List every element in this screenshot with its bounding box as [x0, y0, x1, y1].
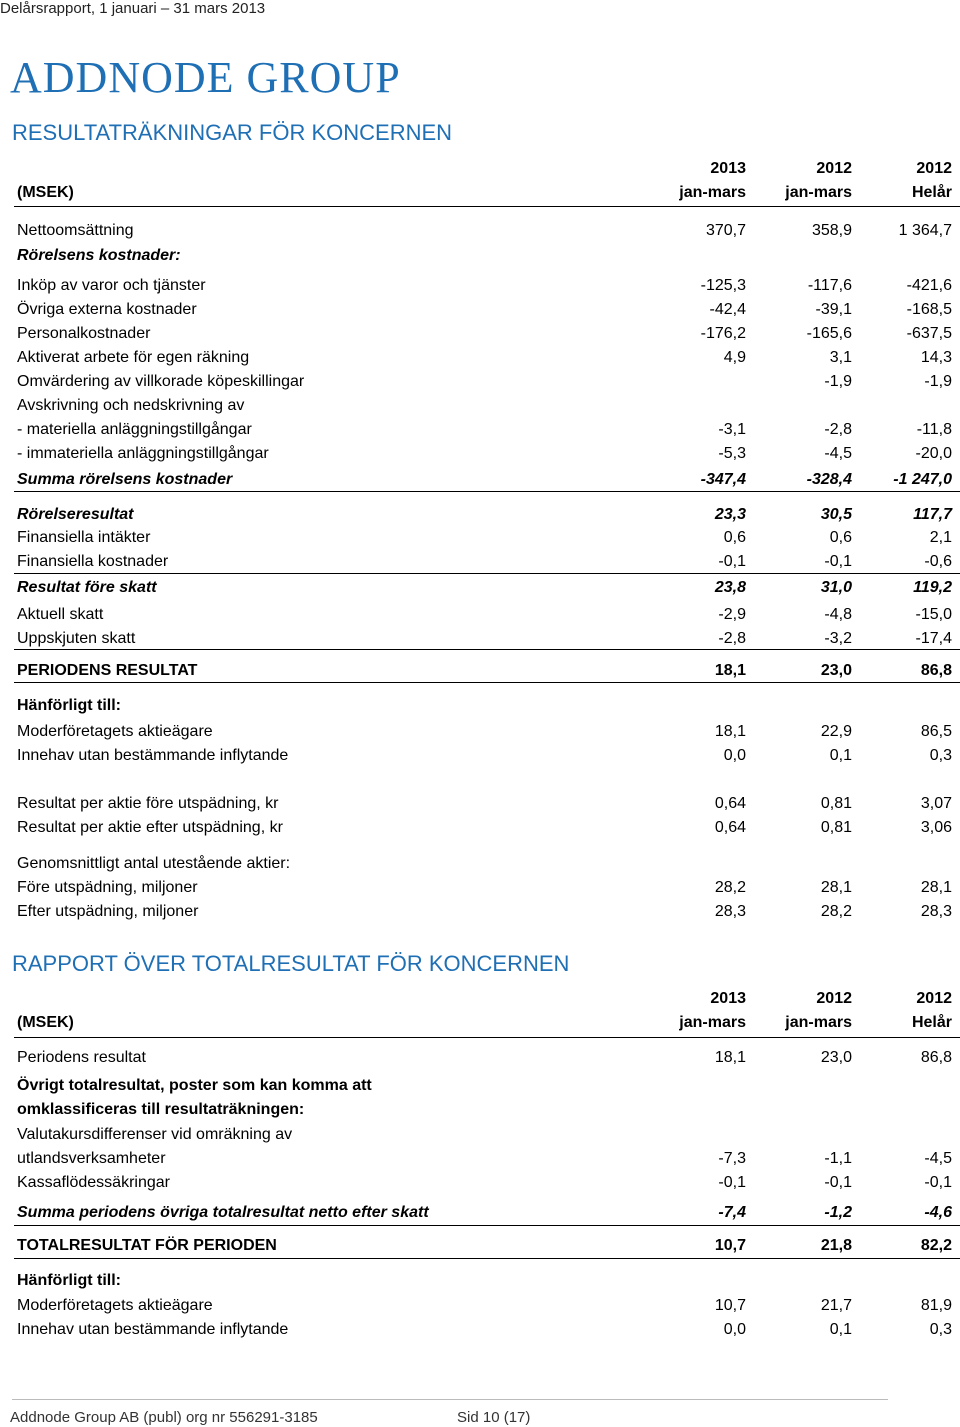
row-label: Före utspädning, miljoner [17, 879, 198, 896]
row-value: -117,6 [807, 277, 852, 294]
row-divider [14, 491, 960, 492]
row-value: -20,0 [915, 445, 952, 462]
table-row [0, 370, 960, 394]
row-value: 86,5 [920, 723, 952, 740]
table-row [0, 442, 960, 466]
table-row [0, 659, 960, 683]
row-label: Rörelsens kostnader: [17, 247, 181, 264]
column-year: 2012 [816, 990, 852, 1007]
row-divider [14, 682, 960, 683]
row-value: 21,7 [820, 1297, 852, 1314]
header-divider [14, 1037, 960, 1038]
row-value: -1 247,0 [893, 471, 952, 488]
row-value: -0,1 [924, 1174, 952, 1191]
column-periods-row [0, 1011, 960, 1035]
row-value: 0,0 [723, 1321, 746, 1338]
table-row [0, 852, 960, 876]
row-label: Omvärdering av villkorade köpeskillingar [17, 373, 305, 390]
table-row [0, 1123, 960, 1147]
row-value: -2,8 [824, 421, 852, 438]
row-label: Övriga externa kostnader [17, 301, 197, 318]
row-value: -1,1 [824, 1150, 852, 1167]
table-row [0, 468, 960, 492]
row-value: 23,8 [714, 579, 746, 596]
row-value: 18,1 [714, 662, 746, 679]
row-label: Hänförligt till: [17, 1272, 121, 1289]
row-label: Finansiella kostnader [17, 553, 169, 570]
row-label: Rörelseresultat [17, 506, 134, 523]
row-value: -7,4 [718, 1204, 746, 1221]
row-value: -165,6 [806, 325, 852, 342]
table-row [0, 694, 960, 718]
table-row [0, 298, 960, 322]
column-periods-row [0, 181, 960, 205]
row-value: -637,5 [906, 325, 952, 342]
row-divider [14, 1258, 960, 1259]
row-value: -3,2 [824, 630, 852, 647]
table-row [0, 1098, 960, 1122]
footer-divider [12, 1399, 888, 1400]
row-label: Innehav utan bestämmande inflytande [17, 747, 289, 764]
row-value: 23,3 [714, 506, 746, 523]
row-value: 0,64 [714, 819, 746, 836]
row-label: Nettoomsättning [17, 222, 134, 239]
logo-text: ADDNODE GROUP [10, 53, 401, 102]
table-row [0, 603, 960, 627]
row-value: -7,3 [718, 1150, 746, 1167]
column-years-row [0, 157, 960, 181]
table-row [0, 792, 960, 816]
row-value: 0,3 [929, 747, 952, 764]
table-row [0, 744, 960, 768]
row-label: Resultat per aktie efter utspädning, kr [17, 819, 283, 836]
row-label: - materiella anläggningstillgångar [17, 421, 252, 438]
row-value: 0,0 [723, 747, 746, 764]
row-value: 370,7 [705, 222, 746, 239]
row-value: -0,1 [718, 1174, 746, 1191]
unit-label: (MSEK) [17, 1014, 74, 1031]
row-label: omklassificeras till resultaträkningen: [17, 1101, 305, 1118]
row-value: 30,5 [820, 506, 852, 523]
row-divider [14, 649, 960, 650]
row-label: Moderföretagets aktieägare [17, 1297, 213, 1314]
column-year: 2012 [816, 160, 852, 177]
row-value: 119,2 [913, 579, 952, 596]
company-logo [10, 52, 450, 102]
column-period: Helår [911, 184, 952, 201]
row-label: Avskrivning och nedskrivning av [17, 397, 245, 414]
table-row [0, 244, 960, 268]
unit-label: (MSEK) [17, 184, 74, 201]
row-label: Hänförligt till: [17, 697, 121, 714]
table-row [0, 876, 960, 900]
row-value: 28,3 [920, 903, 952, 920]
row-value: -328,4 [806, 471, 852, 488]
row-label: Moderföretagets aktieägare [17, 723, 213, 740]
table-row [0, 322, 960, 346]
table-row [0, 550, 960, 574]
row-value: 82,2 [920, 1237, 952, 1254]
row-value: -15,0 [915, 606, 952, 623]
row-label: Resultat per aktie före utspädning, kr [17, 795, 279, 812]
row-value: 0,3 [929, 1321, 952, 1338]
row-value: 4,9 [723, 349, 746, 366]
row-label: Summa rörelsens kostnader [17, 471, 233, 488]
table-row [0, 418, 960, 442]
table-row [0, 576, 960, 600]
row-value: -17,4 [915, 630, 952, 647]
row-value: -1,9 [924, 373, 952, 390]
footer-company: Addnode Group AB (publ) org nr 556291-3185 [10, 1409, 318, 1426]
table-row [0, 346, 960, 370]
table-row [0, 816, 960, 840]
row-value: -2,8 [718, 630, 746, 647]
row-divider [14, 1225, 960, 1226]
table-row [0, 1294, 960, 1318]
row-value: 28,2 [820, 903, 852, 920]
table-row [0, 1234, 960, 1258]
row-value: -5,3 [718, 445, 746, 462]
column-period: Helår [911, 1014, 952, 1031]
page-number [457, 1409, 530, 1426]
column-period: jan-mars [679, 184, 746, 201]
row-value: -4,5 [924, 1150, 952, 1167]
row-label: Valutakursdifferenser vid omräkning av [17, 1126, 293, 1143]
row-label: PERIODENS RESULTAT [17, 662, 198, 679]
row-label: Efter utspädning, miljoner [17, 903, 199, 920]
row-value: 21,8 [820, 1237, 852, 1254]
table-row [0, 1147, 960, 1171]
table-row [0, 394, 960, 418]
column-period: jan-mars [679, 1014, 746, 1031]
column-year: 2012 [916, 990, 952, 1007]
row-label: Inköp av varor och tjänster [17, 277, 206, 294]
row-value: -347,4 [700, 471, 746, 488]
row-value: -0,1 [824, 1174, 852, 1191]
row-value: 10,7 [714, 1297, 746, 1314]
row-value: 86,8 [920, 662, 952, 679]
row-value: -1,9 [824, 373, 852, 390]
row-value: 0,6 [829, 529, 852, 546]
row-value: -0,1 [824, 553, 852, 570]
row-value: 117,7 [913, 506, 952, 523]
row-label: Innehav utan bestämmande inflytande [17, 1321, 289, 1338]
column-year: 2013 [710, 160, 746, 177]
row-label: Periodens resultat [17, 1049, 146, 1066]
column-years-row [0, 987, 960, 1011]
row-value: 3,06 [920, 819, 952, 836]
row-value: 14,3 [920, 349, 952, 366]
table-row [0, 274, 960, 298]
column-year: 2013 [710, 990, 746, 1007]
table-row [0, 1269, 960, 1293]
row-value: -421,6 [906, 277, 952, 294]
row-value: -176,2 [700, 325, 746, 342]
row-value: 0,81 [820, 819, 852, 836]
row-value: 28,2 [714, 879, 746, 896]
row-label: Aktiverat arbete för egen räkning [17, 349, 250, 366]
row-value: 3,07 [920, 795, 952, 812]
row-value: -168,5 [906, 301, 952, 318]
row-value: 81,9 [920, 1297, 952, 1314]
row-label: Övrigt totalresultat, poster som kan komma att [17, 1077, 372, 1094]
row-value: 28,3 [714, 903, 746, 920]
column-year: 2012 [916, 160, 952, 177]
table-row [0, 1074, 960, 1098]
row-value: 23,0 [820, 1049, 852, 1066]
row-value: 23,0 [820, 662, 852, 679]
row-label: Kassaflödessäkringar [17, 1174, 170, 1191]
row-divider [14, 573, 960, 574]
table-row [0, 627, 960, 651]
row-value: -42,4 [709, 301, 746, 318]
row-label: Genomsnittligt antal utestående aktier: [17, 855, 291, 872]
row-value: 0,1 [829, 747, 852, 764]
row-value: 2,1 [929, 529, 952, 546]
row-label: TOTALRESULTAT FÖR PERIODEN [17, 1237, 277, 1254]
row-label: - immateriella anläggningstillgångar [17, 445, 269, 462]
row-value: 0,81 [820, 795, 852, 812]
row-value: -11,8 [916, 421, 952, 438]
page-prefix: Sid [457, 1409, 479, 1426]
row-value: 0,1 [829, 1321, 852, 1338]
row-value: -4,8 [824, 606, 852, 623]
row-label: Uppskjuten skatt [17, 630, 136, 647]
row-value: -0,6 [924, 553, 952, 570]
row-label: Summa periodens övriga totalresultat netto efter skatt [17, 1204, 429, 1221]
row-value: 1 364,7 [898, 222, 952, 239]
page-value: 10 (17) [482, 1409, 531, 1426]
table-row [0, 503, 960, 527]
row-value: 86,8 [920, 1049, 952, 1066]
footer [10, 1409, 531, 1426]
table-row [0, 526, 960, 550]
row-value: -2,9 [718, 606, 746, 623]
row-label: Personalkostnader [17, 325, 151, 342]
column-period: jan-mars [785, 1014, 852, 1031]
row-value: 3,1 [829, 349, 852, 366]
row-value: 0,64 [714, 795, 746, 812]
table-row [0, 1201, 960, 1225]
row-value: -125,3 [700, 277, 746, 294]
row-value: 28,1 [820, 879, 852, 896]
row-value: 28,1 [920, 879, 952, 896]
row-value: 358,9 [811, 222, 852, 239]
row-value: 0,6 [723, 529, 746, 546]
row-value: -39,1 [815, 301, 852, 318]
comprehensive-income-title: RAPPORT ÖVER TOTALRESULTAT FÖR KONCERNEN [12, 951, 570, 976]
row-label: Finansiella intäkter [17, 529, 151, 546]
report-header: Delårsrapport, 1 januari – 31 mars 2013 [0, 0, 266, 17]
row-label: Resultat före skatt [17, 579, 157, 596]
row-value: -3,1 [718, 421, 746, 438]
row-label: Aktuell skatt [17, 606, 104, 623]
row-value: -0,1 [718, 553, 746, 570]
header-divider [14, 206, 960, 207]
table-row [0, 1171, 960, 1195]
row-value: 18,1 [714, 723, 746, 740]
row-value: -4,5 [824, 445, 852, 462]
row-value: 18,1 [714, 1049, 746, 1066]
row-value: -4,6 [924, 1204, 952, 1221]
row-value: 31,0 [820, 579, 852, 596]
column-period: jan-mars [785, 184, 852, 201]
row-value: -1,2 [824, 1204, 852, 1221]
row-value: 10,7 [714, 1237, 746, 1254]
table-row [0, 900, 960, 924]
table-row [0, 1046, 960, 1070]
table-row [0, 1318, 960, 1342]
income-statement-title: RESULTATRÄKNINGAR FÖR KONCERNEN [12, 120, 453, 145]
table-row [0, 720, 960, 744]
row-label: utlandsverksamheter [17, 1150, 166, 1167]
table-row [0, 219, 960, 243]
row-value: 22,9 [820, 723, 852, 740]
